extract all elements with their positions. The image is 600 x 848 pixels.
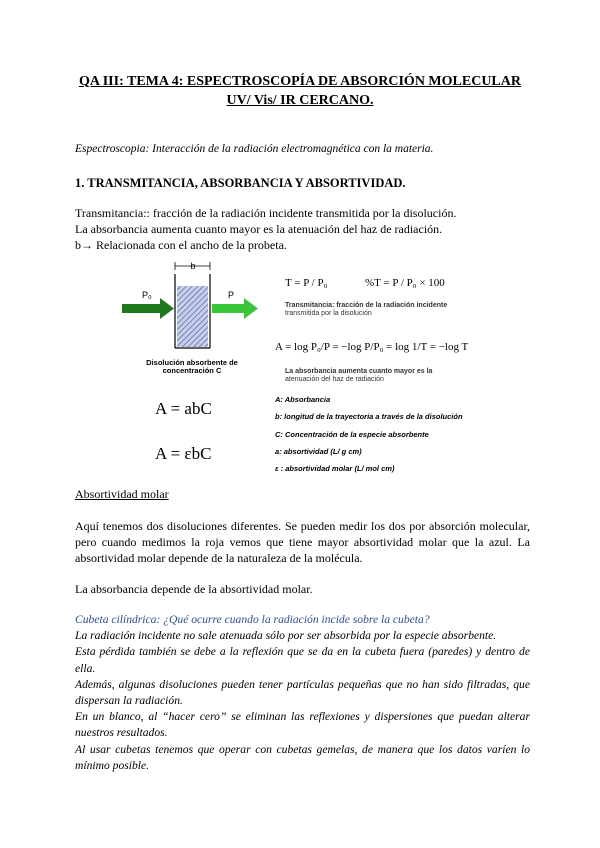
absorb-note-line-2: atenuación del haz de radiación (285, 376, 384, 383)
absortividad-paragraph: Aquí tenemos dos disoluciones diferentes. Se pueden medir los dos por absorción molecular, pero cuando medimos la roja vemos que tiene mayor absortividad molar que la azul. La absortividad molar depende de la naturaleza de la molécula. (75, 519, 530, 565)
p-label: P (228, 290, 235, 300)
document-title (60, 72, 540, 110)
title-line-2: UV/ Vis/ IR CERCANO. (226, 93, 374, 108)
b-width-marker (175, 261, 210, 271)
cubeta-line-3: Esta pérdida también se debe a la reflexión que se da en la cubeta fuera (paredes) y dentro de ella. (75, 645, 530, 675)
equation-percent-transmittance: %T = P / P₀ × 100 (365, 277, 445, 289)
cubeta-line-2: La radiación incidente no sale atenuada sólo por ser absorbida por la especie absorbente. (75, 629, 497, 643)
cubeta-line-1: Cubeta cilíndrica: ¿Qué ocurre cuando la radiación incide sobre la cubeta? (75, 613, 430, 626)
incident-beam-arrow (122, 298, 174, 319)
equation-ebc: A = εbC (155, 444, 212, 463)
equation-absorbance: A = log P₀/P = −log P/P₀ = log 1/T = −log T (275, 341, 469, 353)
transmitancia-paragraph (75, 205, 530, 253)
section1-heading: 1. TRANSMITANCIA, ABSORBANCIA Y ABSORTIVIDAD. (75, 176, 406, 190)
legend-item-absortividad-molar: ε : absortividad molar (L/ mol cm) (275, 464, 395, 473)
cuvette (175, 274, 210, 348)
variable-legend (274, 395, 463, 473)
equation-transmittance: T = P / P₀ (285, 277, 328, 289)
caption-line-1: Disolución absorbente de (146, 358, 238, 367)
transmitancia-line-1: Transmitancia:: fracción de la radiación incidente transmitida por la disolución. (75, 206, 457, 220)
legend-item-concentracion: C: Concentración de la especie absorbente (275, 430, 429, 439)
absortividad-heading: Absortividad molar (75, 487, 169, 501)
equation-abc: A = abC (155, 399, 212, 418)
transmitancia-line-3: b→ Relacionada con el ancho de la probeta. (75, 238, 287, 252)
cubeta-line-5: En un blanco, al “hacer cero” se eliminan las reflexiones y dispersiones que puedan alterar nuestros resultados. (75, 710, 530, 740)
transmit-note-line-2: transmitida por la disolución (285, 310, 372, 317)
transmit-note-line-1: Transmitancia: fracción de la radiación incidente (285, 302, 448, 309)
legend-item-longitud: b: longitud de la trayectoria a través de la disolución (275, 412, 463, 421)
transmitancia-line-2: La absorbancia aumenta cuanto mayor es la atenuación del haz de radiación. (75, 222, 443, 236)
intro-text: Espectroscopia: Interacción de la radiación electromagnética con la materia. (75, 143, 434, 155)
absorbancia-depends: La absorbancia depende de la absortividad molar. (75, 582, 313, 596)
solution-fill (177, 286, 208, 347)
legend-item-absorbancia: A: Absorbancia (275, 395, 331, 404)
transmitted-beam-arrow (212, 298, 258, 319)
caption-line-2: concentración C (162, 366, 222, 375)
absorption-figure (120, 256, 480, 476)
cubeta-line-6: Al usar cubetas tenemos que operar con cubetas gemelas, de manera que los datos varíen lo mínimo posible. (75, 742, 530, 772)
title-line-1: QA III: TEMA 4: ESPECTROSCOPÍA DE ABSORCIÓN MOLECULAR (79, 74, 521, 89)
legend-item-absortividad: a: absortividad (L/ g cm) (275, 447, 362, 456)
cubeta-section (75, 612, 530, 774)
absorb-note-line-1: La absorbancia aumenta cuanto mayor es la (285, 368, 433, 375)
b-label: b (190, 261, 196, 271)
cubeta-line-4: Además, algunas disoluciones pueden tener partículas pequeñas que no han sido filtradas, que dispersan la radiación. (75, 677, 530, 708)
p0-label: P₀ (142, 290, 152, 300)
